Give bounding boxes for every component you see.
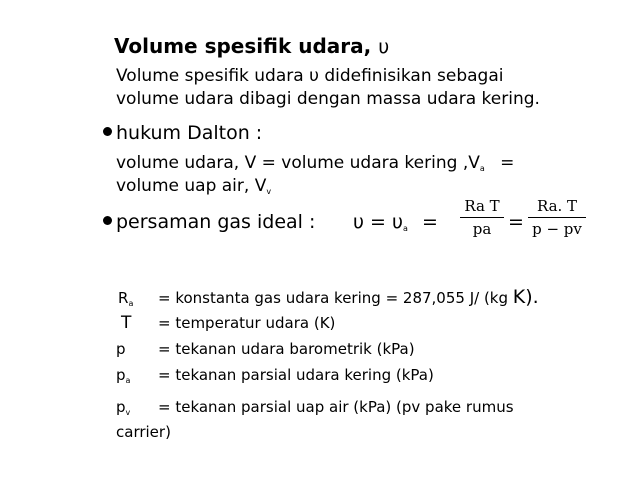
ideal-gas-heading: persaman gas ideal : xyxy=(103,211,315,233)
dalton-line-2: volume uap air, $V_v$ xyxy=(116,176,272,196)
title-symbol: υ xyxy=(378,36,390,58)
dalton-line-1: volume udara, V = volume udara kering $,V_a$ = xyxy=(116,153,515,173)
ideal-gas-equation-left: $\upsilon = \upsilon_a$ = xyxy=(353,211,438,233)
slide-title xyxy=(114,34,389,58)
fraction-ra-t-over-p-minus-pv: Ra. T p − pv xyxy=(528,197,586,238)
def-pa: $p_a$ = tekanan parsial udara kering (kPa) xyxy=(116,366,434,385)
definition-line-1: Volume spesifik udara υ didefinisikan sebagai xyxy=(116,66,504,86)
def-p: p = tekanan udara barometrik (kPa) xyxy=(116,340,415,358)
bullet-icon xyxy=(103,216,112,225)
fraction-ra-t-over-pa: Ra T pa xyxy=(460,197,504,238)
def-pv: $p_v$ = tekanan parsial uap air (kPa) (pv pake rumus xyxy=(116,398,514,417)
bullet-icon xyxy=(103,127,112,136)
dalton-heading: hukum Dalton : xyxy=(103,122,262,144)
def-ra: $R_a$ = konstanta gas udara kering = 287,055 J/ (kg K). xyxy=(118,286,539,308)
def-pv-continuation: carrier) xyxy=(116,423,171,441)
title-text: Volume spesifik udara, xyxy=(114,34,372,58)
ideal-gas-equals: = xyxy=(508,211,524,233)
definition-line-2: volume udara dibagi dengan massa udara kering. xyxy=(116,89,540,109)
def-t: T = temperatur udara (K) xyxy=(121,313,336,333)
